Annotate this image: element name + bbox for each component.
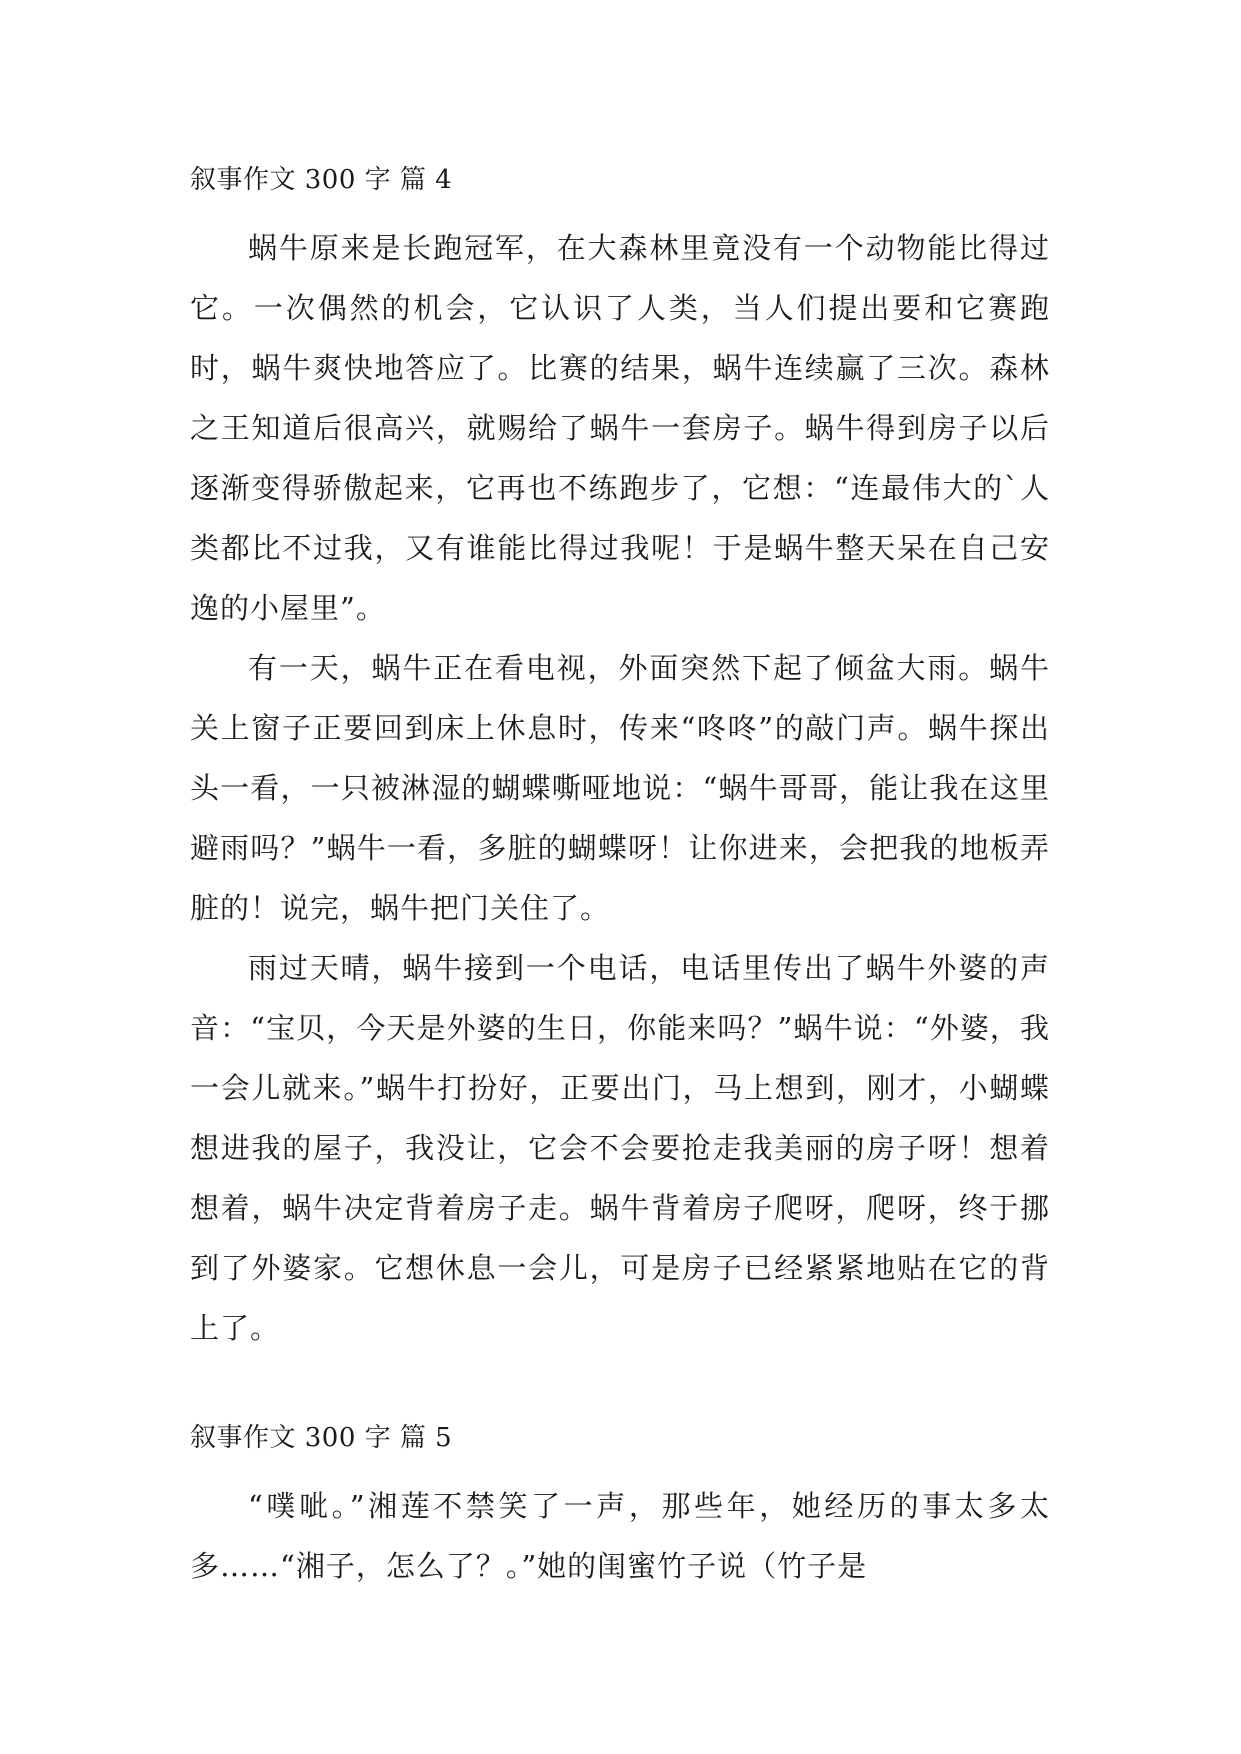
essay-section-5 bbox=[190, 1418, 1050, 1596]
paragraph: 有一天，蜗牛正在看电视，外面突然下起了倾盆大雨。蜗牛关上窗子正要回到床上休息时，传来“咚咚”的敲门声。蜗牛探出头一看，一只被淋湿的蝴蝶嘶哑地说：“蜗牛哥哥，能让我在这里避雨吗？”蜗牛一看，多脏的蝴蝶呀！让你进来，会把我的地板弄脏的！说完，蜗牛把门关住了。 bbox=[190, 651, 1050, 925]
paragraph: “噗呲。”湘莲不禁笑了一声，那些年，她经历的事太多太多……“湘子，怎么了？。”她的闺蜜竹子说（竹子是 bbox=[190, 1489, 1050, 1583]
document-body bbox=[190, 160, 1050, 1596]
paragraph: 雨过天晴，蜗牛接到一个电话，电话里传出了蜗牛外婆的声音：“宝贝，今天是外婆的生日，你能来吗？”蜗牛说：“外婆，我一会儿就来。”蜗牛打扮好，正要出门，马上想到，刚才，小蝴蝶想进我的屋子，我没让，它会不会要抢走我美丽的房子呀！想着想着，蜗牛决定背着房子走。蜗牛背着房子爬呀，爬呀，终于挪到了外婆家。它想休息一会儿，可是房子已经紧紧地贴在它的背上了。 bbox=[190, 951, 1050, 1345]
paragraph: 蜗牛原来是长跑冠军，在大森林里竟没有一个动物能比得过它。一次偶然的机会，它认识了人类，当人们提出要和它赛跑时，蜗牛爽快地答应了。比赛的结果，蜗牛连续赢了三次。森林之王知道后很高兴，就赐给了蜗牛一套房子。蜗牛得到房子以后逐渐变得骄傲起来，它再也不练跑步了，它想：“连最伟大的`人类都比不过我，又有谁能比得过我呢！于是蜗牛整天呆在自己安逸的小屋里”。 bbox=[190, 231, 1050, 625]
essay-section-4 bbox=[190, 160, 1050, 1358]
section-title: 叙事作文 300 字 篇 5 bbox=[190, 1423, 453, 1453]
section-title: 叙事作文 300 字 篇 4 bbox=[190, 165, 453, 195]
